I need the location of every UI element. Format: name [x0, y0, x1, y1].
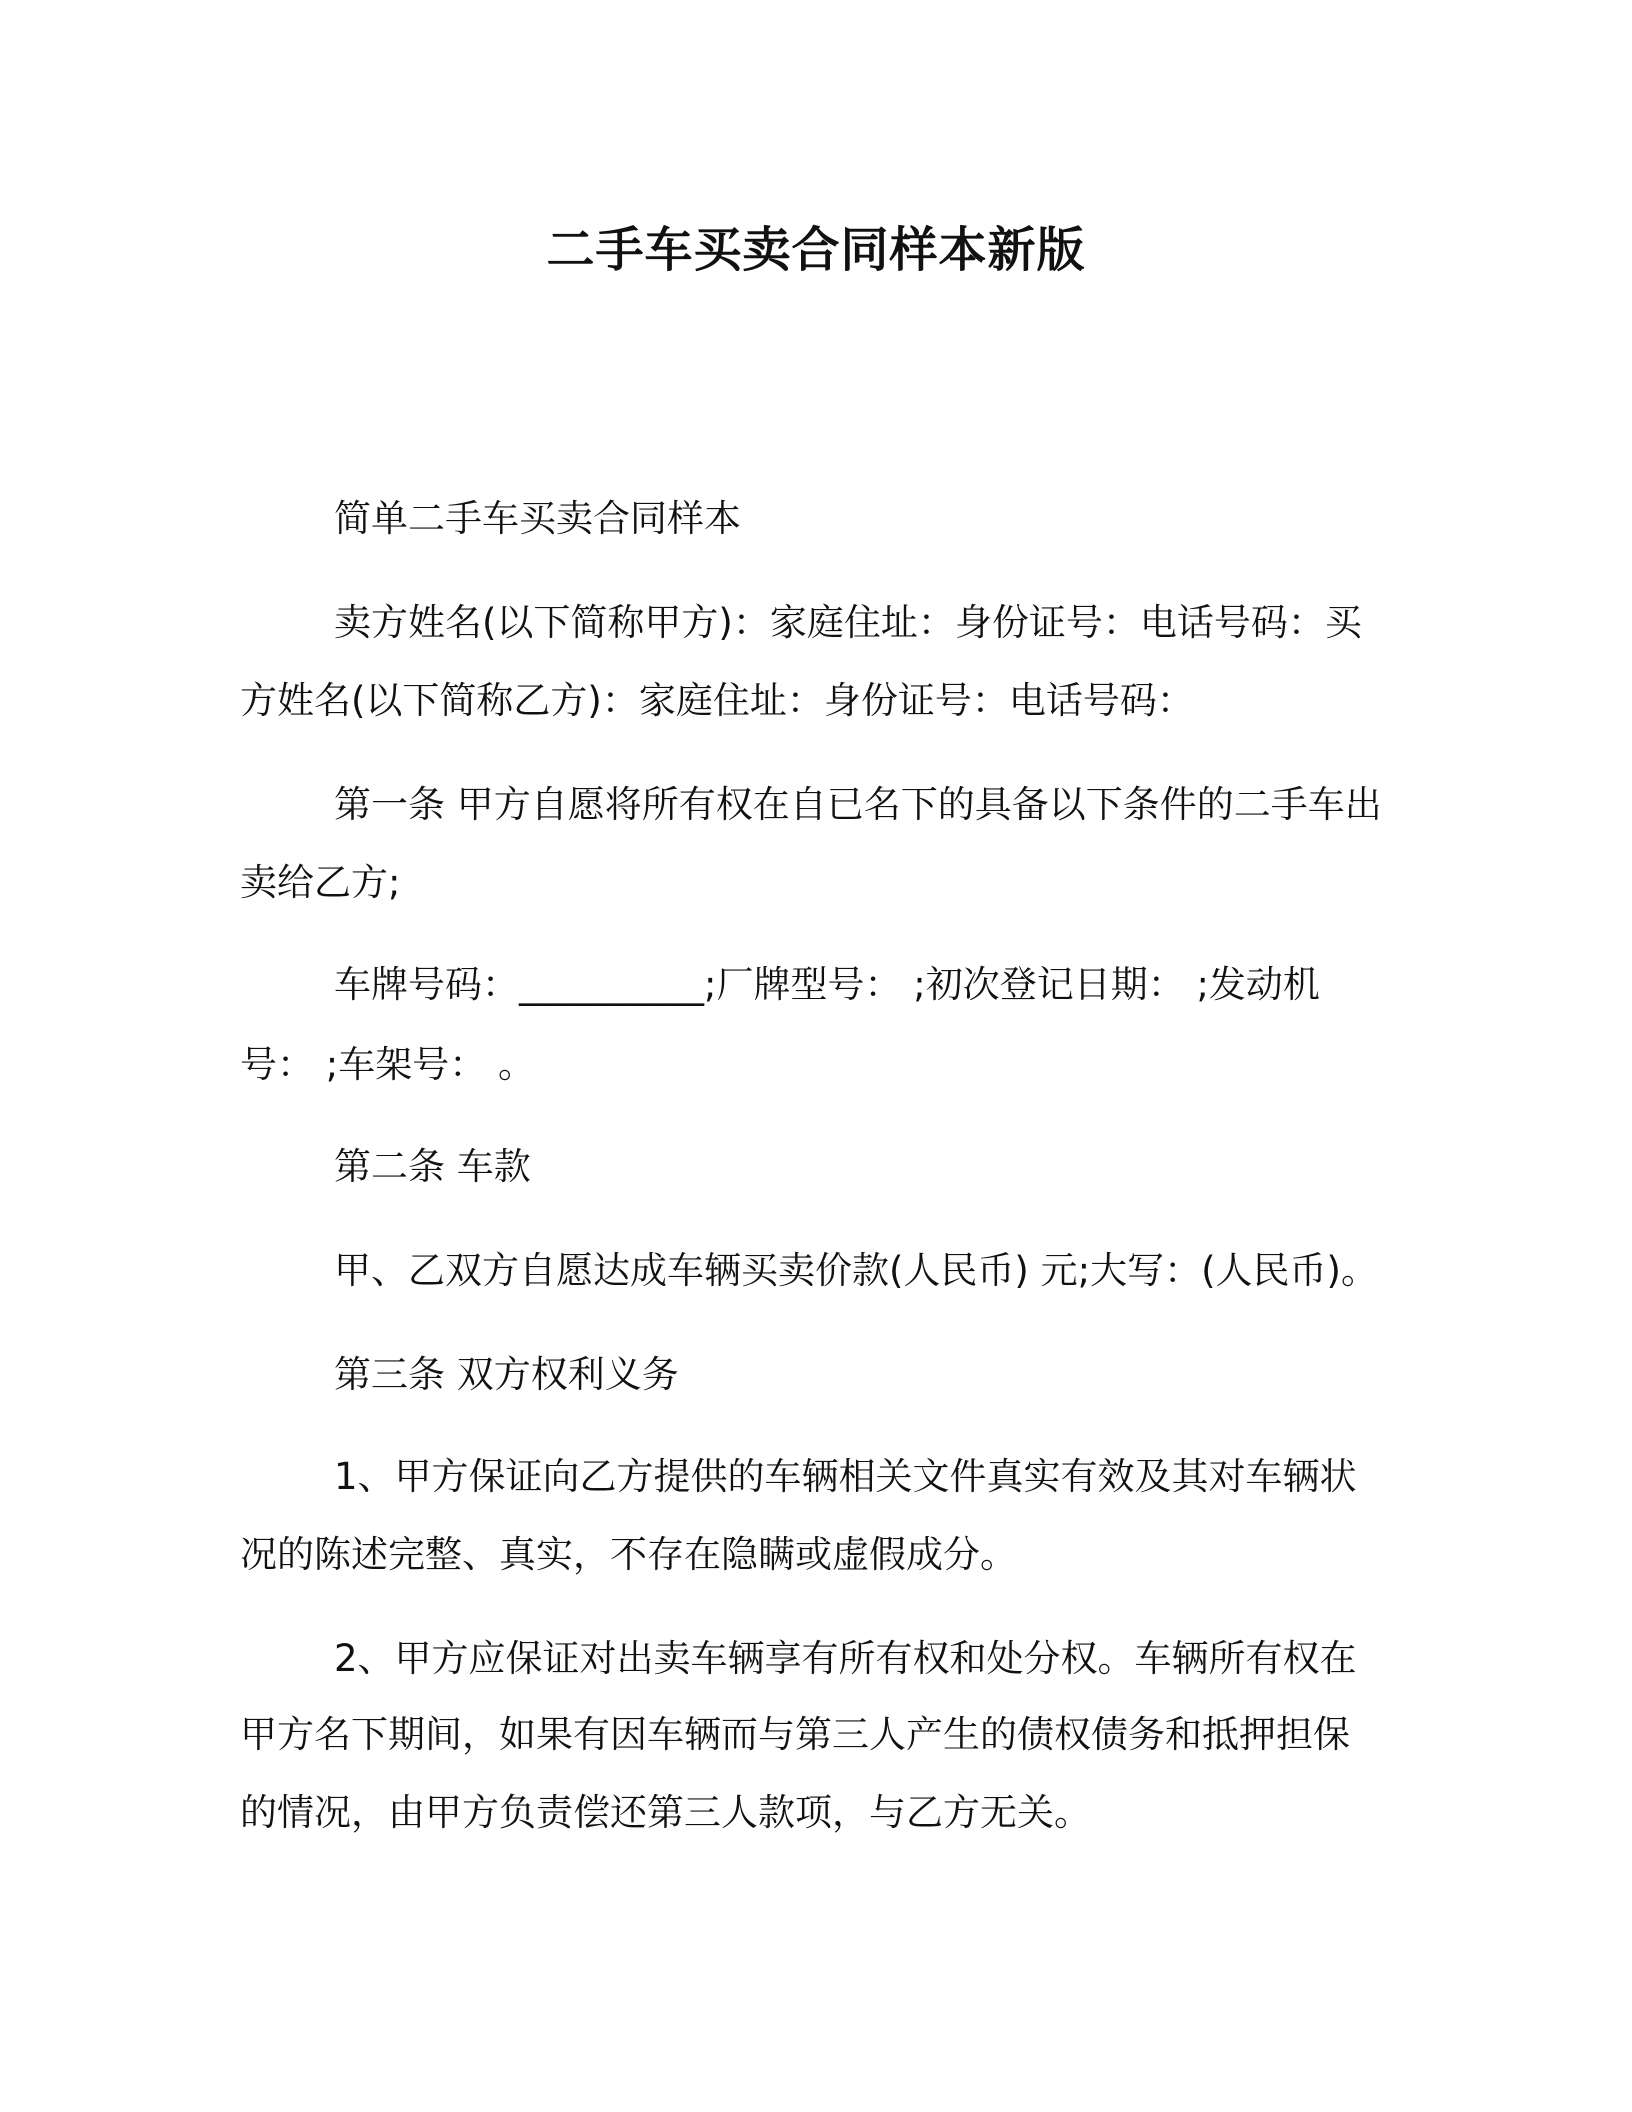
paragraph-line: 方姓名(以下简称乙方)：家庭住址：身份证号：电话号码： — [240, 679, 1194, 722]
paragraph-line: 1、甲方保证向乙方提供的车辆相关文件真实有效及其对车辆状 — [334, 1455, 1357, 1498]
paragraph-line: 甲、乙双方自愿达成车辆买卖价款(人民币) 元;大写：(人民币)。 — [334, 1249, 1378, 1292]
document-title: 二手车买卖合同样本新版 — [546, 222, 1086, 278]
paragraph-line: 号： ;车架号： 。 — [240, 1043, 535, 1086]
paragraph-line: 况的陈述完整、真实，不存在隐瞒或虚假成分。 — [240, 1533, 1017, 1576]
paragraph-line: 卖方姓名(以下简称甲方)：家庭住址：身份证号：电话号码：买 — [334, 601, 1362, 644]
paragraph-line: 卖给乙方; — [240, 861, 401, 904]
paragraph-line: 车牌号码：__________;厂牌型号： ;初次登记日期： ;发动机 — [334, 963, 1320, 1006]
subtitle-line: 简单二手车买卖合同样本 — [334, 497, 741, 540]
paragraph-line: 第一条 甲方自愿将所有权在自已名下的具备以下条件的二手车出 — [334, 783, 1382, 826]
section-heading: 第二条 车款 — [334, 1145, 531, 1188]
section-heading: 第三条 双方权利义务 — [334, 1353, 679, 1396]
paragraph-line: 甲方名下期间，如果有因车辆而与第三人产生的债权债务和抵押担保 — [240, 1713, 1350, 1756]
paragraph-line: 的情况，由甲方负责偿还第三人款项，与乙方无关。 — [240, 1791, 1091, 1834]
paragraph-line: 2、甲方应保证对出卖车辆享有所有权和处分权。车辆所有权在 — [334, 1637, 1357, 1680]
